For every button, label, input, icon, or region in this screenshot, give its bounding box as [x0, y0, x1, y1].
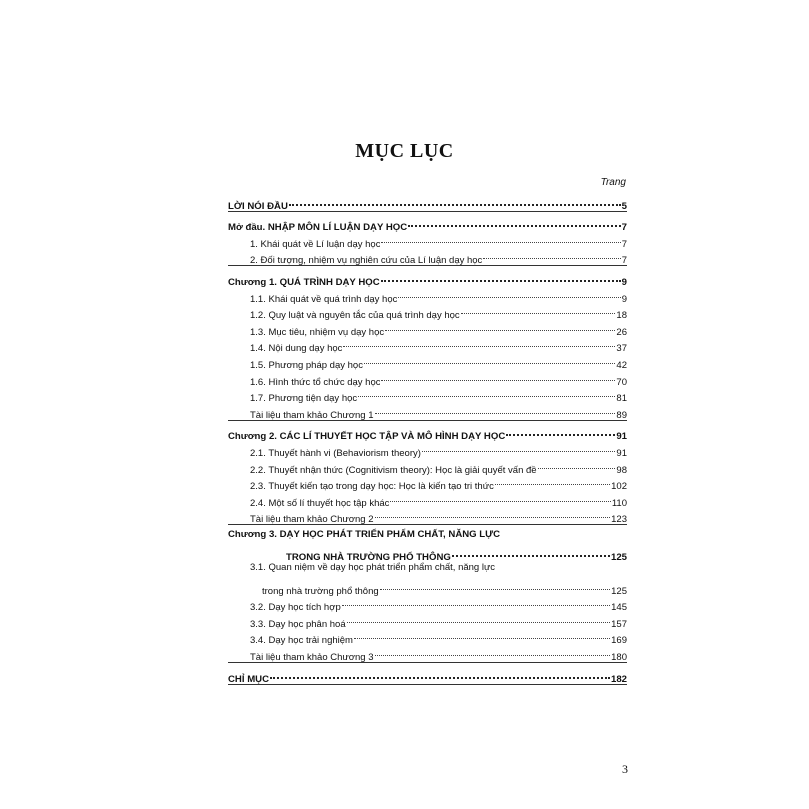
- dot-leader: [375, 643, 611, 660]
- toc-entry: [228, 214, 627, 234]
- page-title: MỤC LỤC: [355, 140, 454, 162]
- toc-entry-label: 2. Đối tượng, nhiệm vụ nghiên cứu của Lí luận dạy học: [250, 255, 483, 267]
- toc-entry-label: 2.1. Thuyết hành vi (Behaviorism theory): [250, 447, 421, 459]
- toc-entry-label: 3.4. Dạy học trải nghiệm: [250, 635, 353, 647]
- toc-entry-label: 1.3. Mục tiêu, nhiệm vụ dạy học: [250, 326, 385, 338]
- toc-entry: [228, 192, 627, 212]
- toc-entry-label: 1.7. Phương tiện dạy học: [250, 393, 358, 405]
- dot-leader: [461, 302, 616, 319]
- toc-entry-label: 2.2. Thuyết nhận thức (Cognitivism theory): Học là giải quyết vấn đề: [250, 464, 537, 476]
- toc-entry-page: 37: [616, 343, 627, 355]
- toc-entry-label: 1.5. Phương pháp dạy học: [250, 359, 363, 371]
- toc-entry-page: 157: [611, 618, 627, 630]
- toc-entry-label: TRONG NHÀ TRƯỜNG PHỔ THÔNG: [286, 552, 451, 564]
- toc-entry-page: 102: [611, 481, 627, 493]
- toc-entry: [228, 527, 627, 544]
- dot-leader: [506, 423, 615, 440]
- dot-leader: [375, 401, 616, 418]
- dot-leader: [422, 439, 616, 456]
- toc-entry: [228, 268, 627, 288]
- toc-entry-page: 91: [616, 431, 627, 443]
- dot-leader: [408, 214, 620, 231]
- toc-entry-page: 169: [611, 635, 627, 647]
- toc-entry-label: 1.2. Quy luật và nguyên tắc của quá trình dạy học: [250, 310, 460, 322]
- dot-leader: [342, 594, 610, 611]
- toc-entry-page: 182: [610, 673, 627, 685]
- toc-entry-label: CHỈ MỤC: [228, 673, 270, 685]
- dot-leader: [495, 473, 610, 490]
- toc-entry-page: 18: [616, 310, 627, 322]
- dot-leader: [343, 335, 615, 352]
- toc-entry-label: Tài liệu tham khảo Chương 1: [250, 409, 374, 421]
- toc-entry-page: 89: [616, 409, 627, 421]
- toc-entry-page: 81: [616, 393, 627, 405]
- toc-section: [228, 211, 627, 266]
- toc-entry-label: 1.1. Khái quát về quá trình dạy học: [250, 293, 398, 305]
- dot-leader: [381, 368, 615, 385]
- dot-leader: [381, 268, 621, 285]
- toc-entry-label: 3.2. Dạy học tích hợp: [250, 602, 341, 614]
- toc-entry-page: 42: [616, 359, 627, 371]
- toc-entry-page: 125: [610, 552, 627, 564]
- table-of-contents: [228, 176, 627, 685]
- toc-entry-label: 1.6. Hình thức tổ chức dạy học: [250, 376, 381, 388]
- toc-entry-label: Mở đầu. NHẬP MÔN LÍ LUẬN DẠY HỌC: [228, 222, 408, 234]
- dot-leader: [538, 456, 616, 473]
- toc-entry-label: Tài liệu tham khảo Chương 3: [250, 652, 374, 664]
- toc-entry-page: 26: [616, 326, 627, 338]
- page-column-label: Trang: [600, 177, 626, 188]
- toc-entry-label: 1.4. Nội dung dạy học: [250, 343, 343, 355]
- dot-leader: [381, 230, 620, 247]
- dot-leader: [289, 192, 621, 209]
- toc-entry: [228, 423, 627, 443]
- toc-section: [228, 420, 627, 525]
- toc-entry-page: 180: [611, 652, 627, 664]
- toc-entry-page: 7: [621, 255, 627, 267]
- toc-entry-label: Chương 1. QUÁ TRÌNH DẠY HỌC: [228, 276, 380, 288]
- dot-leader: [483, 247, 620, 264]
- toc-entry-page: 110: [611, 497, 627, 509]
- toc-section: [228, 524, 627, 662]
- dot-leader: [358, 385, 615, 402]
- page-number: 3: [622, 762, 628, 776]
- toc-entry-label: Tài liệu tham khảo Chương 2: [250, 514, 374, 526]
- dot-leader: [364, 351, 615, 368]
- toc-section: [228, 190, 627, 211]
- toc-section: [228, 265, 627, 419]
- toc-entry-label: Chương 2. CÁC LÍ THUYẾT HỌC TẬP VÀ MÔ HÌNH DẠY HỌC: [228, 431, 506, 443]
- toc-entry: [228, 560, 627, 577]
- toc-entry-label: 3.3. Dạy học phân hoá: [250, 618, 346, 630]
- toc-entry-label: LỜI NÓI ĐẦU: [228, 200, 288, 212]
- toc-entry-label: 1. Khái quát về Lí luận dạy học: [250, 238, 381, 250]
- dot-leader: [398, 285, 620, 302]
- toc-entry-label: trong nhà trường phổ thông: [262, 585, 379, 597]
- toc-body: [228, 190, 627, 685]
- toc-entry: [228, 577, 627, 597]
- dot-leader: [375, 506, 611, 523]
- toc-entry-page: 9: [621, 293, 627, 305]
- dot-leader: [385, 318, 615, 335]
- toc-entry-page: 125: [611, 585, 627, 597]
- dot-leader: [380, 577, 610, 594]
- toc-entry-page: 9: [621, 276, 627, 288]
- toc-entry-label: Chương 3. DẠY HỌC PHÁT TRIỂN PHẨM CHẤT, NĂNG LỰC: [228, 529, 501, 541]
- dot-leader: [270, 665, 610, 682]
- dot-leader: [347, 610, 611, 627]
- toc-section: [228, 662, 627, 685]
- toc-entry-label: 2.3. Thuyết kiến tạo trong dạy học: Học là kiến tạo tri thức: [250, 481, 494, 493]
- toc-entry-label: 3.1. Quan niệm về dạy học phát triển phẩm chất, năng lực: [250, 562, 496, 574]
- toc-entry-page: 7: [621, 222, 627, 234]
- toc-entry-page: 7: [621, 238, 627, 250]
- dot-leader: [452, 544, 610, 561]
- toc-entry-page: 123: [611, 514, 627, 526]
- toc-entry: [228, 665, 627, 685]
- dot-leader: [354, 627, 610, 644]
- toc-entry: [228, 544, 627, 564]
- toc-entry-page: 91: [616, 447, 627, 459]
- toc-entry-page: 70: [616, 376, 627, 388]
- toc-entry-label: 2.4. Một số lí thuyết học tập khác: [250, 497, 390, 509]
- dot-leader: [390, 489, 610, 506]
- toc-entry-page: 5: [621, 200, 627, 212]
- toc-entry-page: 98: [616, 464, 627, 476]
- toc-entry-page: 145: [611, 602, 627, 614]
